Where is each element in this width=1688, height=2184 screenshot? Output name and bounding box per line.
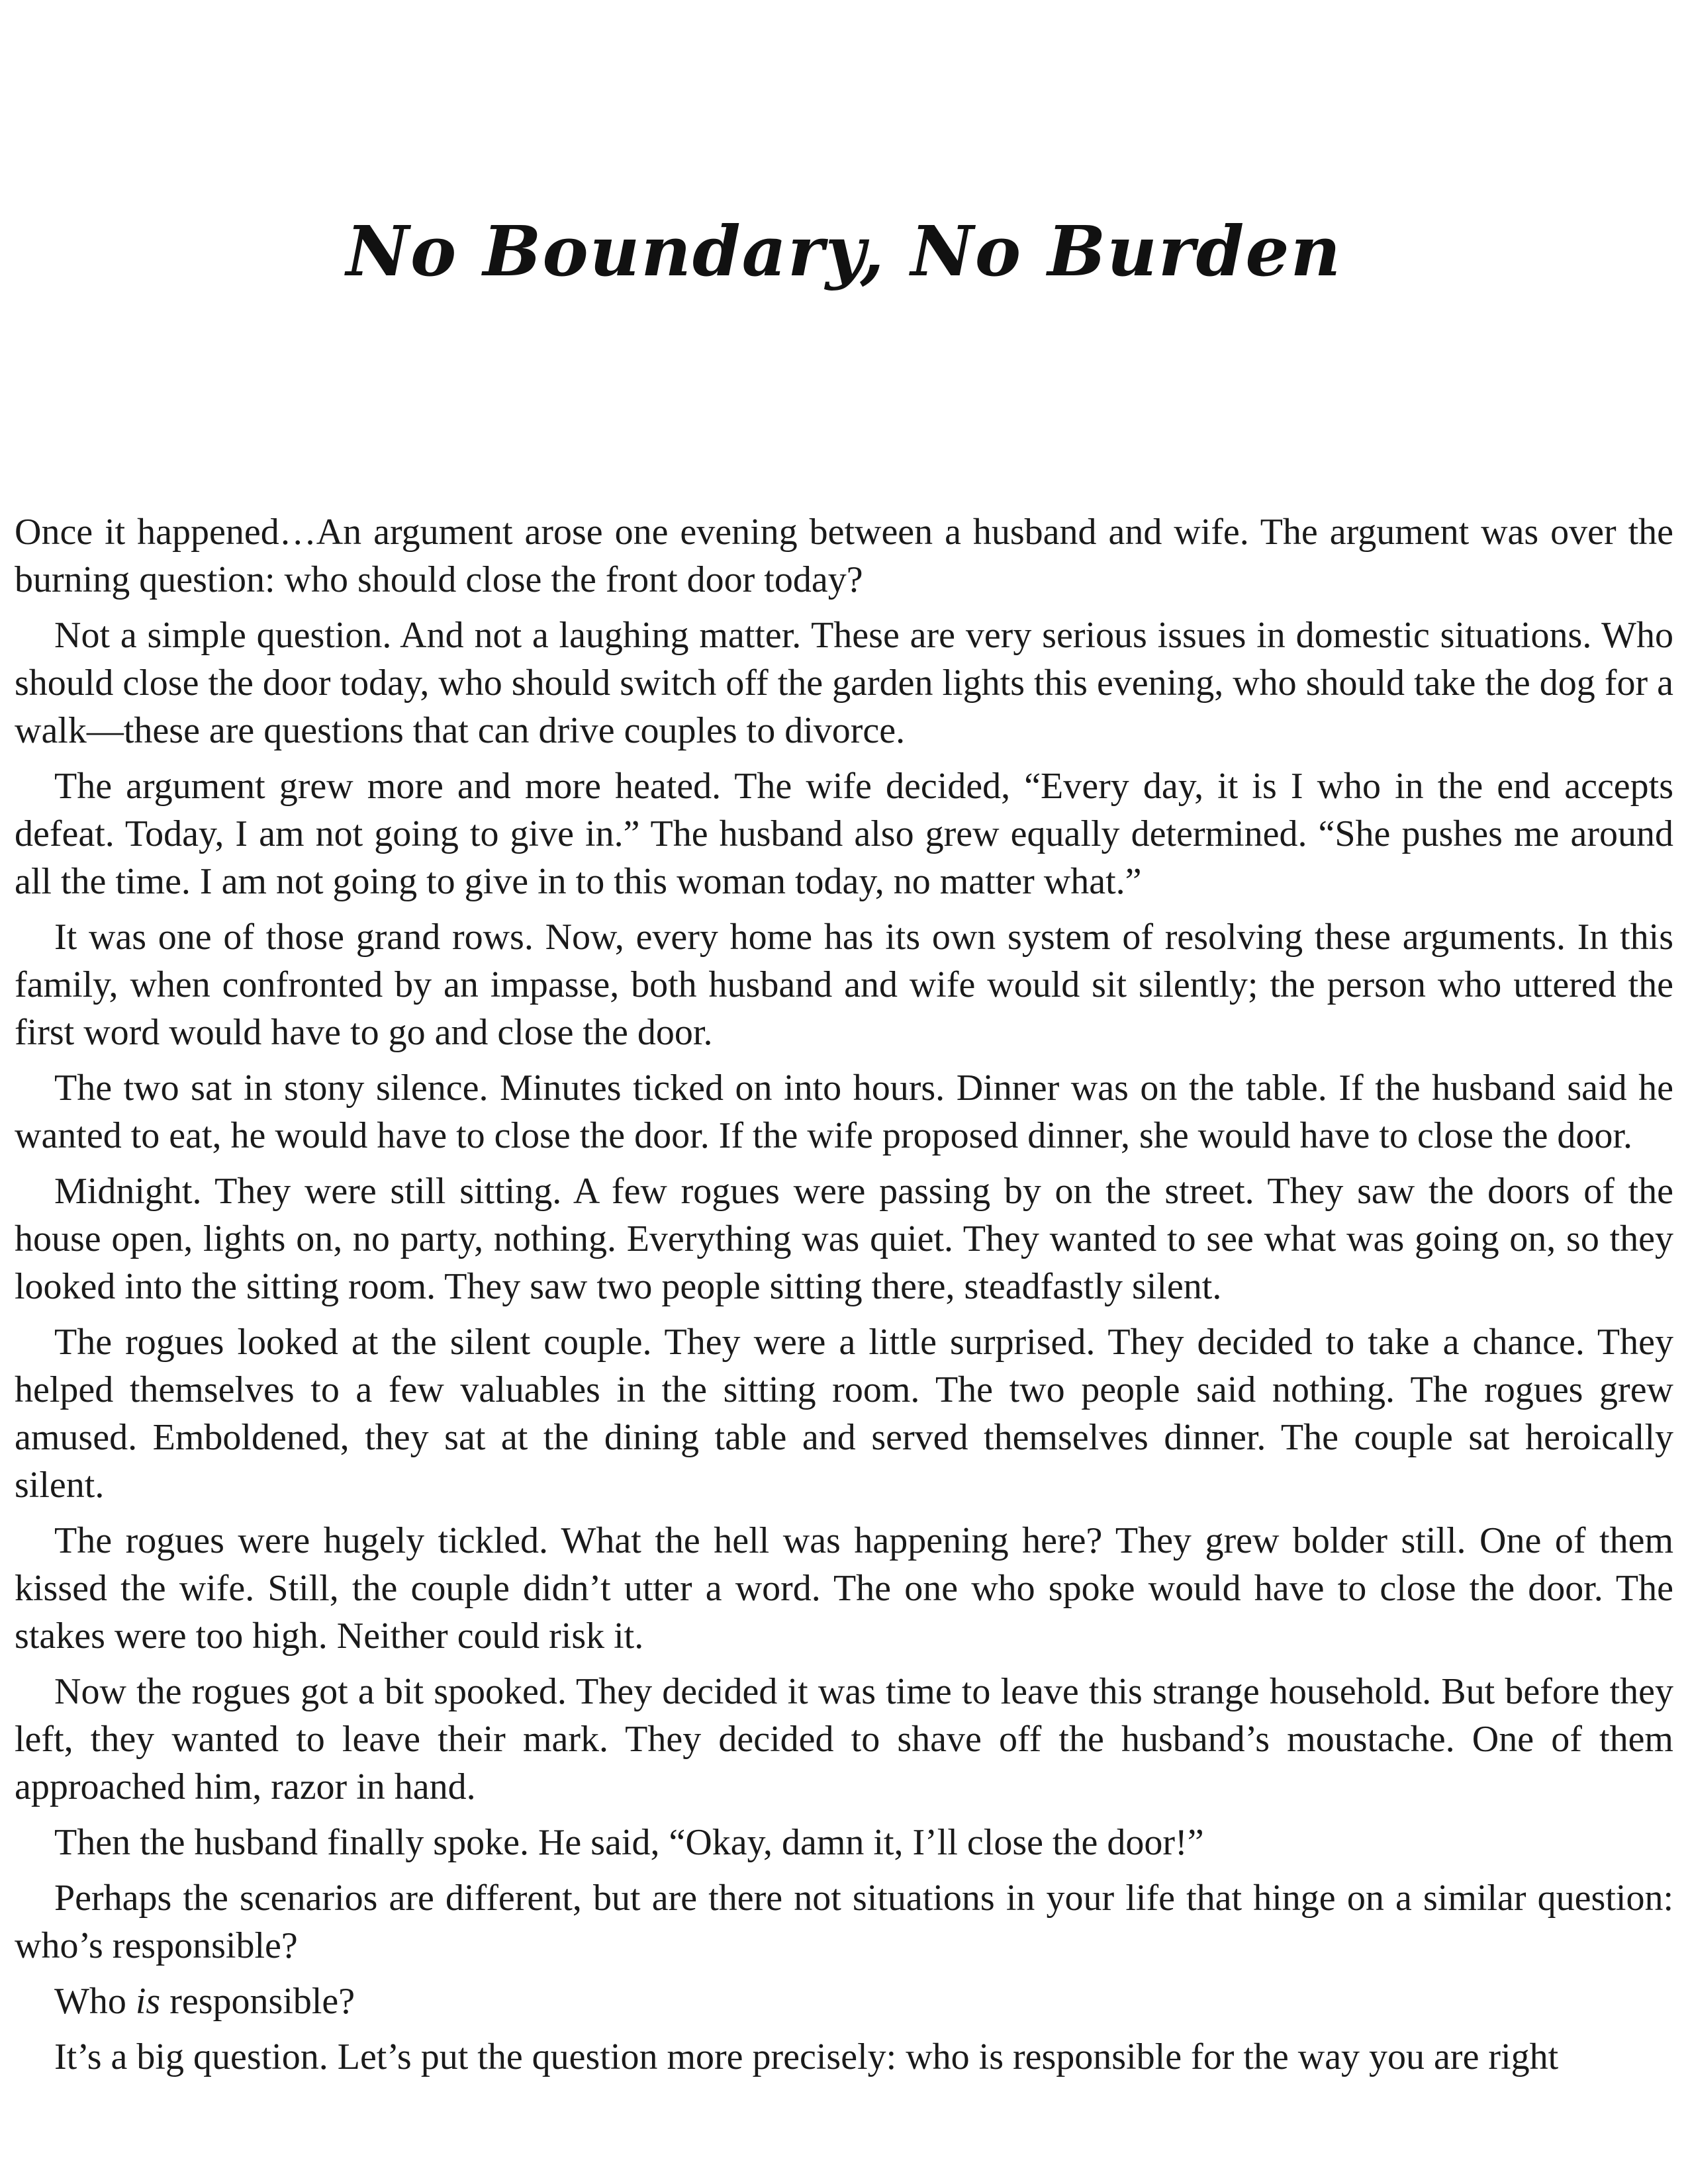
paragraph-11: Perhaps the scenarios are different, but are there not situations in your life that hinge on a similar question: who’s responsible? bbox=[15, 1878, 1673, 1966]
paragraph-8: The rogues were hugely tickled. What the hell was happening here? They grew bolder still. One of them kissed the wife. Still, the couple didn’t utter a word. The one who spoke would have to close the door. The stakes were too high. Neither could risk it. bbox=[15, 1520, 1673, 1657]
paragraph-6: Midnight. They were still sitting. A few rogues were passing by on the street. They saw the doors of the house open, lights on, no party, nothing. Everything was quiet. They wanted to see what was going on, so they looked into the sitting room. They saw two people sitting there, steadfastly silent. bbox=[15, 1171, 1673, 1307]
paragraph-4: It was one of those grand rows. Now, every home has its own system of resolving these arguments. In this family, when confronted by an impasse, both husband and wife would sit silently; the person who uttered the first word would have to go and close the door. bbox=[15, 917, 1673, 1053]
paragraph-10: Then the husband finally spoke. He said, “Okay, damn it, I’ll close the door!” bbox=[54, 1822, 1204, 1863]
paragraph-who-is-responsible bbox=[15, 1978, 1673, 2025]
who-is-after: responsible? bbox=[160, 1981, 355, 2022]
chapter-title: No Boundary, No Burden bbox=[346, 210, 1342, 292]
paragraph-3: The argument grew more and more heated. The wife decided, “Every day, it is I who in the end accepts defeat. Today, I am not going to give in.” The husband also grew equally determined. “She pushes me around all the time. I am not going to give in to this woman today, no matter what.” bbox=[15, 766, 1673, 902]
who-is-before: Who bbox=[54, 1981, 136, 2022]
paragraph-5: The two sat in stony silence. Minutes ticked on into hours. Dinner was on the table. If the husband said he wanted to eat, he would have to close the door. If the wife proposed dinner, she would have to close the door. bbox=[15, 1068, 1673, 1156]
paragraph-7: The rogues looked at the silent couple. They were a little surprised. They decided to take a chance. They helped themselves to a few valuables in the sitting room. The two people said nothing. The rogues grew amused. Emboldened, they sat at the dining table and served themselves dinner. The couple sat heroically silent. bbox=[15, 1322, 1673, 1506]
paragraph-2: Not a simple question. And not a laughing matter. These are very serious issues in domestic situations. Who should close the door today, who should switch off the garden lights this evening, who should take the dog for a walk—these are questions that can drive couples to divorce. bbox=[15, 615, 1673, 751]
paragraph-9: Now the rogues got a bit spooked. They decided it was time to leave this strange household. But before they left, they wanted to leave their mark. They decided to shave off the husband’s moustache. One of them approached him, razor in hand. bbox=[15, 1671, 1673, 1807]
chapter-body bbox=[15, 508, 1673, 2089]
who-is-emphasis: is bbox=[135, 1981, 161, 2022]
paragraph-1: Once it happened…An argument arose one evening between a husband and wife. The argument was over the burning question: who should close the front door today? bbox=[15, 512, 1673, 600]
paragraph-last: It’s a big question. Let’s put the question more precisely: who is responsible for the way you are right bbox=[54, 2036, 1559, 2077]
